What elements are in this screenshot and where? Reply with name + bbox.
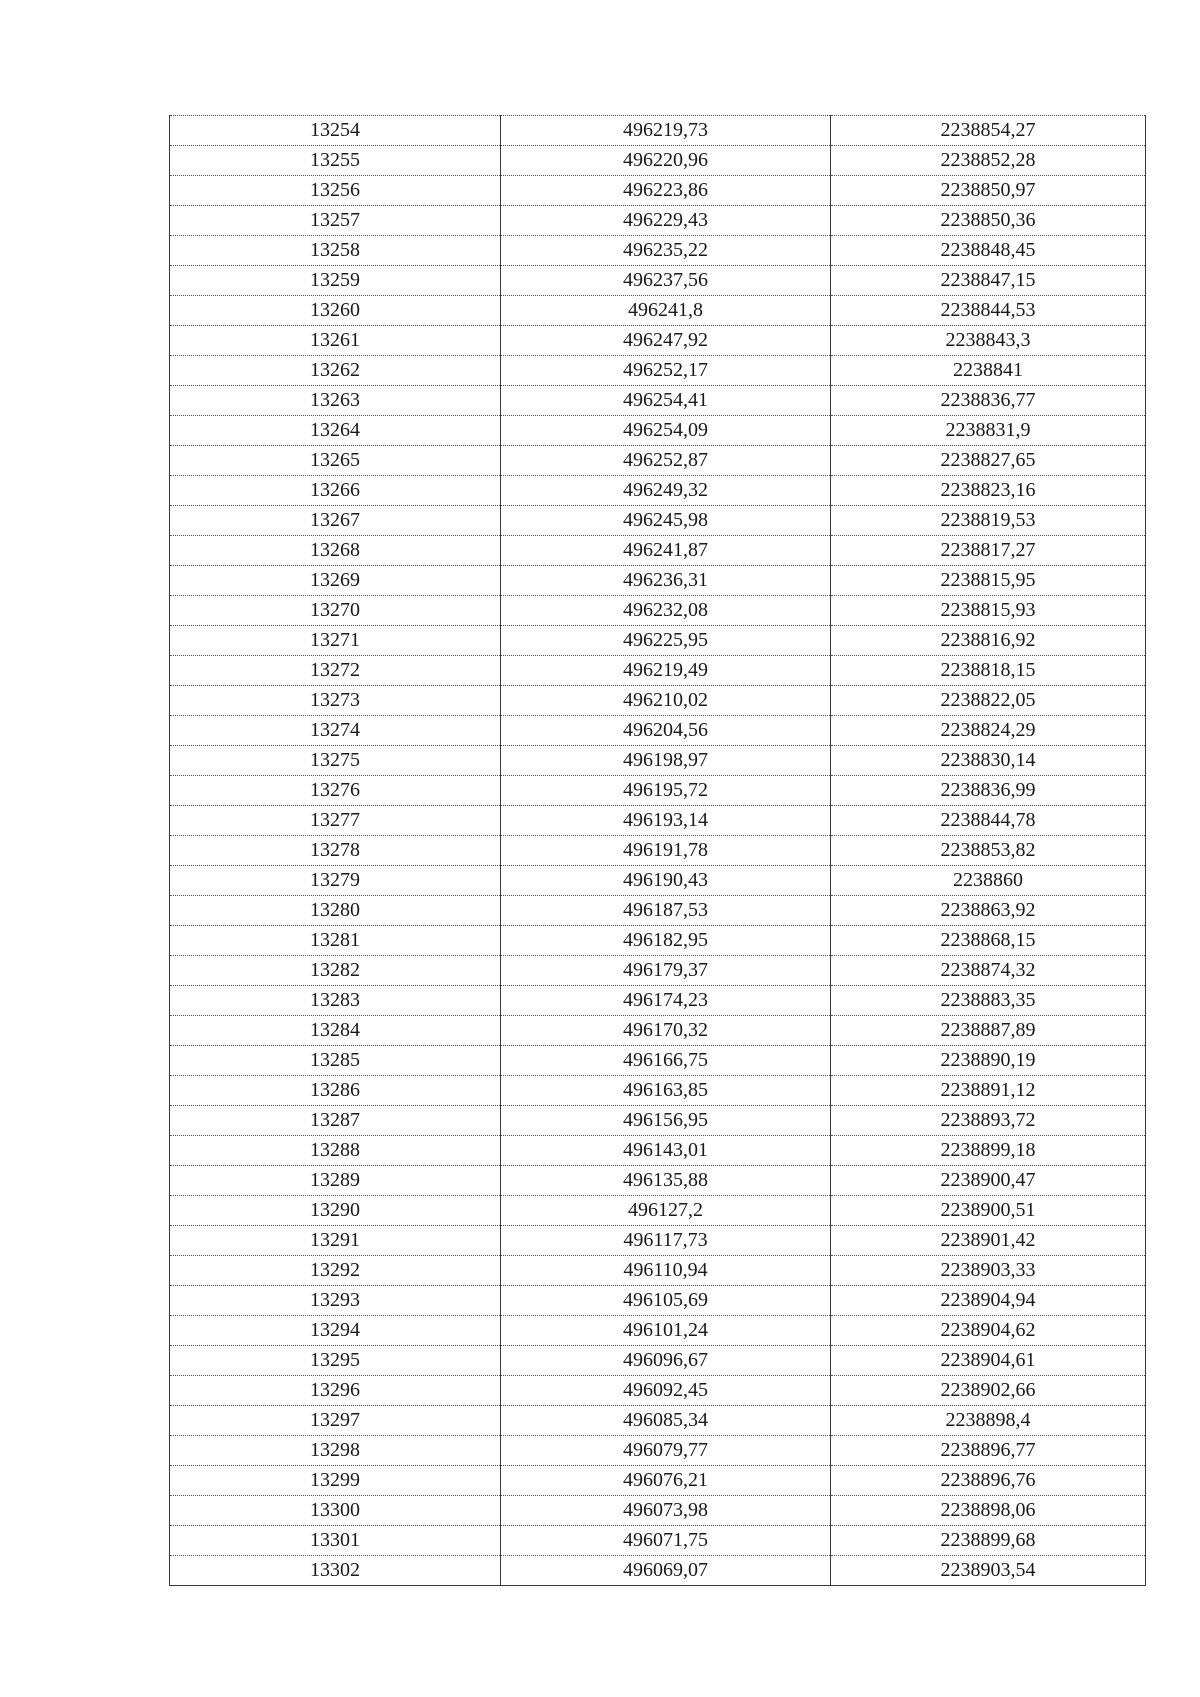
y-coordinate-cell: 2238836,99	[831, 776, 1146, 806]
point-number-cell: 13275	[170, 746, 501, 776]
table-row	[170, 1106, 1146, 1136]
point-number-cell: 13287	[170, 1106, 501, 1136]
y-coordinate-cell: 2238830,14	[831, 746, 1146, 776]
x-coordinate-cell: 496191,78	[501, 836, 831, 866]
y-coordinate-cell: 2238900,51	[831, 1196, 1146, 1226]
x-coordinate-cell: 496219,73	[501, 116, 831, 146]
table-row	[170, 986, 1146, 1016]
y-coordinate-cell: 2238816,92	[831, 626, 1146, 656]
x-coordinate-cell: 496156,95	[501, 1106, 831, 1136]
coordinates-table	[169, 115, 1146, 1586]
x-coordinate-cell: 496076,21	[501, 1466, 831, 1496]
x-coordinate-cell: 496163,85	[501, 1076, 831, 1106]
x-coordinate-cell: 496210,02	[501, 686, 831, 716]
y-coordinate-cell: 2238903,54	[831, 1556, 1146, 1586]
point-number-cell: 13276	[170, 776, 501, 806]
point-number-cell: 13284	[170, 1016, 501, 1046]
point-number-cell: 13261	[170, 326, 501, 356]
table-row	[170, 926, 1146, 956]
table-row	[170, 1166, 1146, 1196]
x-coordinate-cell: 496071,75	[501, 1526, 831, 1556]
x-coordinate-cell: 496232,08	[501, 596, 831, 626]
x-coordinate-cell: 496223,86	[501, 176, 831, 206]
table-row	[170, 1436, 1146, 1466]
table-row	[170, 446, 1146, 476]
x-coordinate-cell: 496237,56	[501, 266, 831, 296]
x-coordinate-cell: 496085,34	[501, 1406, 831, 1436]
table-row	[170, 1226, 1146, 1256]
y-coordinate-cell: 2238822,05	[831, 686, 1146, 716]
y-coordinate-cell: 2238899,18	[831, 1136, 1146, 1166]
x-coordinate-cell: 496127,2	[501, 1196, 831, 1226]
x-coordinate-cell: 496073,98	[501, 1496, 831, 1526]
y-coordinate-cell: 2238836,77	[831, 386, 1146, 416]
point-number-cell: 13302	[170, 1556, 501, 1586]
x-coordinate-cell: 496219,49	[501, 656, 831, 686]
table-row	[170, 1376, 1146, 1406]
x-coordinate-cell: 496241,87	[501, 536, 831, 566]
y-coordinate-cell: 2238868,15	[831, 926, 1146, 956]
point-number-cell: 13291	[170, 1226, 501, 1256]
y-coordinate-cell: 2238823,16	[831, 476, 1146, 506]
point-number-cell: 13269	[170, 566, 501, 596]
table-row	[170, 566, 1146, 596]
y-coordinate-cell: 2238896,76	[831, 1466, 1146, 1496]
point-number-cell: 13265	[170, 446, 501, 476]
point-number-cell: 13295	[170, 1346, 501, 1376]
x-coordinate-cell: 496245,98	[501, 506, 831, 536]
point-number-cell: 13259	[170, 266, 501, 296]
y-coordinate-cell: 2238898,4	[831, 1406, 1146, 1436]
table-row	[170, 206, 1146, 236]
table-row	[170, 716, 1146, 746]
x-coordinate-cell: 496069,07	[501, 1556, 831, 1586]
point-number-cell: 13292	[170, 1256, 501, 1286]
y-coordinate-cell: 2238863,92	[831, 896, 1146, 926]
point-number-cell: 13264	[170, 416, 501, 446]
x-coordinate-cell: 496105,69	[501, 1286, 831, 1316]
point-number-cell: 13262	[170, 356, 501, 386]
x-coordinate-cell: 496254,09	[501, 416, 831, 446]
coordinates-table-body	[170, 116, 1146, 1586]
table-row	[170, 116, 1146, 146]
y-coordinate-cell: 2238843,3	[831, 326, 1146, 356]
point-number-cell: 13274	[170, 716, 501, 746]
y-coordinate-cell: 2238818,15	[831, 656, 1146, 686]
table-row	[170, 1286, 1146, 1316]
x-coordinate-cell: 496225,95	[501, 626, 831, 656]
y-coordinate-cell: 2238903,33	[831, 1256, 1146, 1286]
y-coordinate-cell: 2238904,62	[831, 1316, 1146, 1346]
table-row	[170, 1016, 1146, 1046]
table-row	[170, 776, 1146, 806]
table-row	[170, 836, 1146, 866]
point-number-cell: 13268	[170, 536, 501, 566]
table-row	[170, 746, 1146, 776]
point-number-cell: 13289	[170, 1166, 501, 1196]
x-coordinate-cell: 496143,01	[501, 1136, 831, 1166]
x-coordinate-cell: 496170,32	[501, 1016, 831, 1046]
table-row	[170, 1136, 1146, 1166]
point-number-cell: 13283	[170, 986, 501, 1016]
x-coordinate-cell: 496117,73	[501, 1226, 831, 1256]
y-coordinate-cell: 2238844,78	[831, 806, 1146, 836]
table-row	[170, 1496, 1146, 1526]
y-coordinate-cell: 2238891,12	[831, 1076, 1146, 1106]
table-row	[170, 596, 1146, 626]
y-coordinate-cell: 2238901,42	[831, 1226, 1146, 1256]
y-coordinate-cell: 2238890,19	[831, 1046, 1146, 1076]
y-coordinate-cell: 2238831,9	[831, 416, 1146, 446]
y-coordinate-cell: 2238899,68	[831, 1526, 1146, 1556]
y-coordinate-cell: 2238904,61	[831, 1346, 1146, 1376]
table-row	[170, 896, 1146, 926]
point-number-cell: 13256	[170, 176, 501, 206]
x-coordinate-cell: 496096,67	[501, 1346, 831, 1376]
x-coordinate-cell: 496187,53	[501, 896, 831, 926]
y-coordinate-cell: 2238883,35	[831, 986, 1146, 1016]
table-row	[170, 956, 1146, 986]
point-number-cell: 13263	[170, 386, 501, 416]
x-coordinate-cell: 496241,8	[501, 296, 831, 326]
table-row	[170, 266, 1146, 296]
table-row	[170, 536, 1146, 566]
point-number-cell: 13272	[170, 656, 501, 686]
x-coordinate-cell: 496166,75	[501, 1046, 831, 1076]
y-coordinate-cell: 2238848,45	[831, 236, 1146, 266]
y-coordinate-cell: 2238896,77	[831, 1436, 1146, 1466]
point-number-cell: 13280	[170, 896, 501, 926]
point-number-cell: 13298	[170, 1436, 501, 1466]
table-row	[170, 1346, 1146, 1376]
y-coordinate-cell: 2238860	[831, 866, 1146, 896]
point-number-cell: 13282	[170, 956, 501, 986]
point-number-cell: 13300	[170, 1496, 501, 1526]
table-row	[170, 1256, 1146, 1286]
table-row	[170, 1466, 1146, 1496]
x-coordinate-cell: 496092,45	[501, 1376, 831, 1406]
x-coordinate-cell: 496195,72	[501, 776, 831, 806]
x-coordinate-cell: 496254,41	[501, 386, 831, 416]
y-coordinate-cell: 2238852,28	[831, 146, 1146, 176]
point-number-cell: 13294	[170, 1316, 501, 1346]
point-number-cell: 13297	[170, 1406, 501, 1436]
table-row	[170, 1406, 1146, 1436]
point-number-cell: 13266	[170, 476, 501, 506]
table-row	[170, 1076, 1146, 1106]
x-coordinate-cell: 496193,14	[501, 806, 831, 836]
x-coordinate-cell: 496220,96	[501, 146, 831, 176]
table-row	[170, 356, 1146, 386]
y-coordinate-cell: 2238817,27	[831, 536, 1146, 566]
table-row	[170, 1556, 1146, 1586]
point-number-cell: 13290	[170, 1196, 501, 1226]
y-coordinate-cell: 2238893,72	[831, 1106, 1146, 1136]
point-number-cell: 13260	[170, 296, 501, 326]
x-coordinate-cell: 496135,88	[501, 1166, 831, 1196]
y-coordinate-cell: 2238827,65	[831, 446, 1146, 476]
y-coordinate-cell: 2238819,53	[831, 506, 1146, 536]
table-row	[170, 1196, 1146, 1226]
y-coordinate-cell: 2238847,15	[831, 266, 1146, 296]
x-coordinate-cell: 496247,92	[501, 326, 831, 356]
y-coordinate-cell: 2238898,06	[831, 1496, 1146, 1526]
x-coordinate-cell: 496235,22	[501, 236, 831, 266]
point-number-cell: 13257	[170, 206, 501, 236]
point-number-cell: 13267	[170, 506, 501, 536]
y-coordinate-cell: 2238904,94	[831, 1286, 1146, 1316]
table-row	[170, 1316, 1146, 1346]
x-coordinate-cell: 496236,31	[501, 566, 831, 596]
table-row	[170, 146, 1146, 176]
table-row	[170, 1526, 1146, 1556]
y-coordinate-cell: 2238900,47	[831, 1166, 1146, 1196]
y-coordinate-cell: 2238841	[831, 356, 1146, 386]
y-coordinate-cell: 2238815,95	[831, 566, 1146, 596]
table-row	[170, 626, 1146, 656]
point-number-cell: 13255	[170, 146, 501, 176]
table-row	[170, 176, 1146, 206]
y-coordinate-cell: 2238887,89	[831, 1016, 1146, 1046]
y-coordinate-cell: 2238844,53	[831, 296, 1146, 326]
point-number-cell: 13281	[170, 926, 501, 956]
point-number-cell: 13277	[170, 806, 501, 836]
point-number-cell: 13296	[170, 1376, 501, 1406]
point-number-cell: 13258	[170, 236, 501, 266]
table-row	[170, 686, 1146, 716]
x-coordinate-cell: 496179,37	[501, 956, 831, 986]
point-number-cell: 13271	[170, 626, 501, 656]
table-row	[170, 806, 1146, 836]
point-number-cell: 13285	[170, 1046, 501, 1076]
x-coordinate-cell: 496249,32	[501, 476, 831, 506]
x-coordinate-cell: 496079,77	[501, 1436, 831, 1466]
point-number-cell: 13279	[170, 866, 501, 896]
y-coordinate-cell: 2238815,93	[831, 596, 1146, 626]
x-coordinate-cell: 496204,56	[501, 716, 831, 746]
point-number-cell: 13270	[170, 596, 501, 626]
table-row	[170, 416, 1146, 446]
table-row	[170, 866, 1146, 896]
point-number-cell: 13288	[170, 1136, 501, 1166]
point-number-cell: 13273	[170, 686, 501, 716]
y-coordinate-cell: 2238824,29	[831, 716, 1146, 746]
table-row	[170, 386, 1146, 416]
y-coordinate-cell: 2238850,97	[831, 176, 1146, 206]
x-coordinate-cell: 496252,17	[501, 356, 831, 386]
point-number-cell: 13293	[170, 1286, 501, 1316]
table-row	[170, 656, 1146, 686]
point-number-cell: 13278	[170, 836, 501, 866]
table-row	[170, 1046, 1146, 1076]
table-row	[170, 326, 1146, 356]
y-coordinate-cell: 2238874,32	[831, 956, 1146, 986]
table-row	[170, 476, 1146, 506]
x-coordinate-cell: 496101,24	[501, 1316, 831, 1346]
x-coordinate-cell: 496182,95	[501, 926, 831, 956]
y-coordinate-cell: 2238902,66	[831, 1376, 1146, 1406]
point-number-cell: 13299	[170, 1466, 501, 1496]
table-row	[170, 236, 1146, 266]
x-coordinate-cell: 496190,43	[501, 866, 831, 896]
table-row	[170, 296, 1146, 326]
point-number-cell: 13286	[170, 1076, 501, 1106]
table-row	[170, 506, 1146, 536]
y-coordinate-cell: 2238850,36	[831, 206, 1146, 236]
y-coordinate-cell: 2238853,82	[831, 836, 1146, 866]
x-coordinate-cell: 496174,23	[501, 986, 831, 1016]
x-coordinate-cell: 496110,94	[501, 1256, 831, 1286]
x-coordinate-cell: 496229,43	[501, 206, 831, 236]
point-number-cell: 13301	[170, 1526, 501, 1556]
y-coordinate-cell: 2238854,27	[831, 116, 1146, 146]
point-number-cell: 13254	[170, 116, 501, 146]
x-coordinate-cell: 496252,87	[501, 446, 831, 476]
x-coordinate-cell: 496198,97	[501, 746, 831, 776]
